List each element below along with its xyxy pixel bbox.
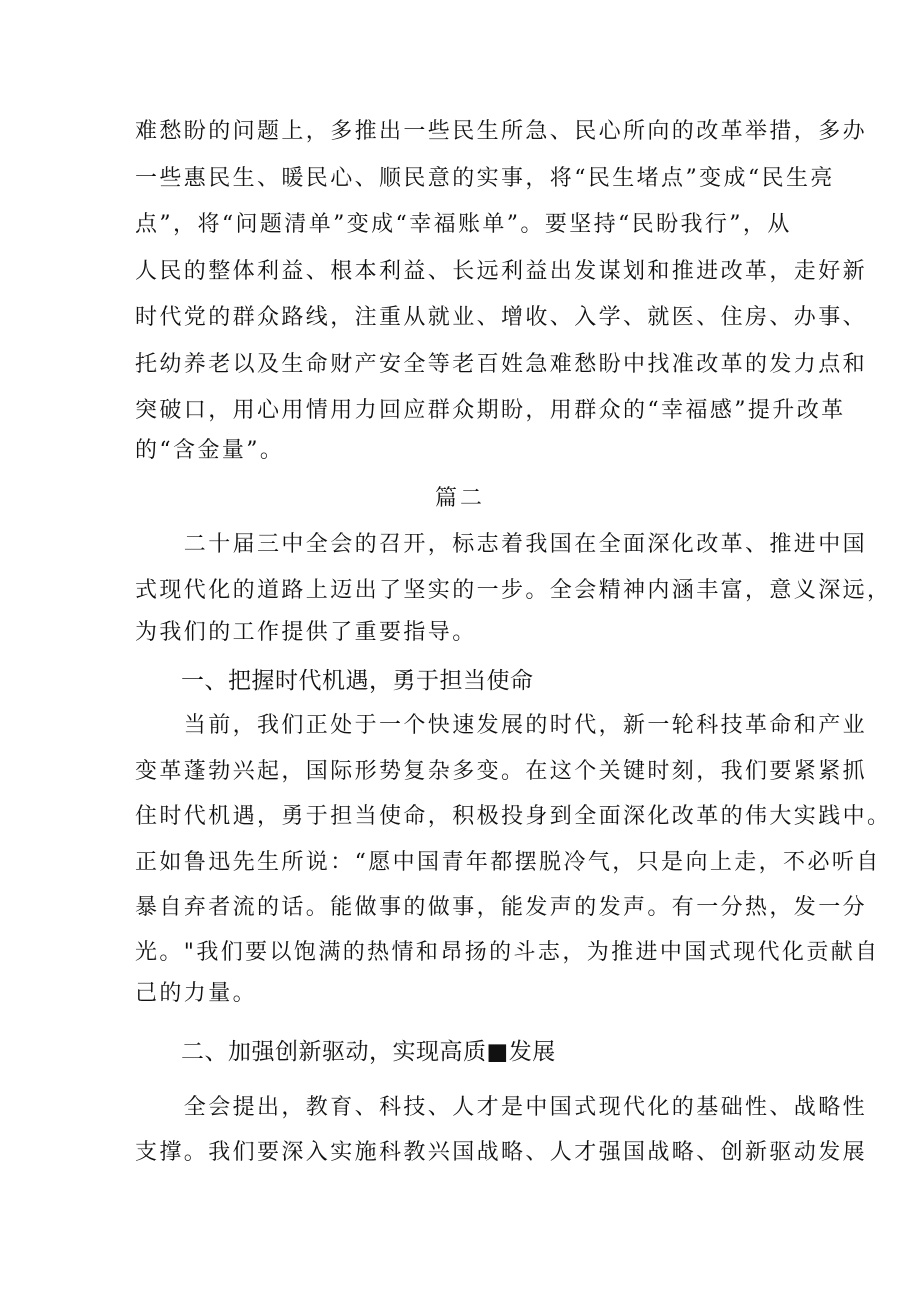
paragraph-3-line-6: 光。"我们要以饱满的热情和昂扬的斗志，为推进中国式现代化贡献自	[135, 940, 880, 965]
paragraph-3-line-1: 当前，我们正处于一个快速发展的时代，新一轮科技革命和产业	[135, 713, 868, 738]
paragraph-1-line-3: 点”，将“问题清单”变成“幸福账单”。要坚持“民盼我行”，从	[135, 212, 792, 237]
paragraph-3-line-4: 正如鲁迅先生所说：“愿中国青年都摆脱冷气，只是向上走，不必听自	[135, 850, 881, 875]
paragraph-3-line-2: 变革蓬勃兴起，国际形势复杂多变。在这个关键时刻，我们要紧紧抓	[135, 759, 868, 784]
paragraph-2-line-2: 式现代化的道路上迈出了坚实的一步。全会精神内涵丰富，意义深远，	[135, 578, 892, 603]
paragraph-2-line-1: 二十届三中全会的召开，标志着我国在全面深化改革、推进中国	[135, 532, 868, 557]
paragraph-1-line-6: 托幼养老以及生命财产安全等老百姓急难愁盼中找准改革的发力点和	[135, 352, 868, 377]
paragraph-2-line-3: 为我们的工作提供了重要指导。	[135, 620, 477, 645]
paragraph-4-line-2: 支撑。我们要深入实施科教兴国战略、人才强国战略、创新驱动发展	[135, 1140, 868, 1165]
paragraph-3-line-3: 住时代机遇，勇于担当使命，积极投身到全面深化改革的伟大实践中。	[135, 804, 892, 829]
paragraph-4-line-1: 全会提出，教育、科技、人才是中国式现代化的基础性、战略性	[135, 1095, 868, 1120]
paragraph-1-line-8: 的“含金量”。	[135, 438, 285, 463]
paragraph-3-line-5: 暴自弃者流的话。能做事的做事，能发声的发声。有一分热，发一分	[135, 895, 868, 920]
heading-1: 一、把握时代机遇，勇于担当使命	[181, 668, 534, 694]
paragraph-1-line-7: 突破口，用心用情用力回应群众期盼，用群众的“幸福感”提升改革	[135, 398, 846, 423]
paragraph-1-line-1: 难愁盼的问题上，多推出一些民生所急、民心所向的改革举措，多办	[135, 119, 868, 144]
paragraph-1-line-4: 人民的整体利益、根本利益、长远利益出发谋划和推进改革，走好新	[135, 259, 868, 284]
heading-2: 二、加强创新驱动，实现高质■发展	[181, 1039, 556, 1065]
section-title: 篇二	[434, 486, 485, 511]
paragraph-3-line-7: 己的力量。	[135, 981, 258, 1006]
paragraph-1-line-2: 一些惠民生、暖民心、顺民意的实事，将“民生堵点”变成“民生亮	[135, 166, 835, 191]
paragraph-1-line-5: 时代党的群众路线，注重从就业、增收、入学、就医、住房、办事、	[135, 305, 868, 330]
